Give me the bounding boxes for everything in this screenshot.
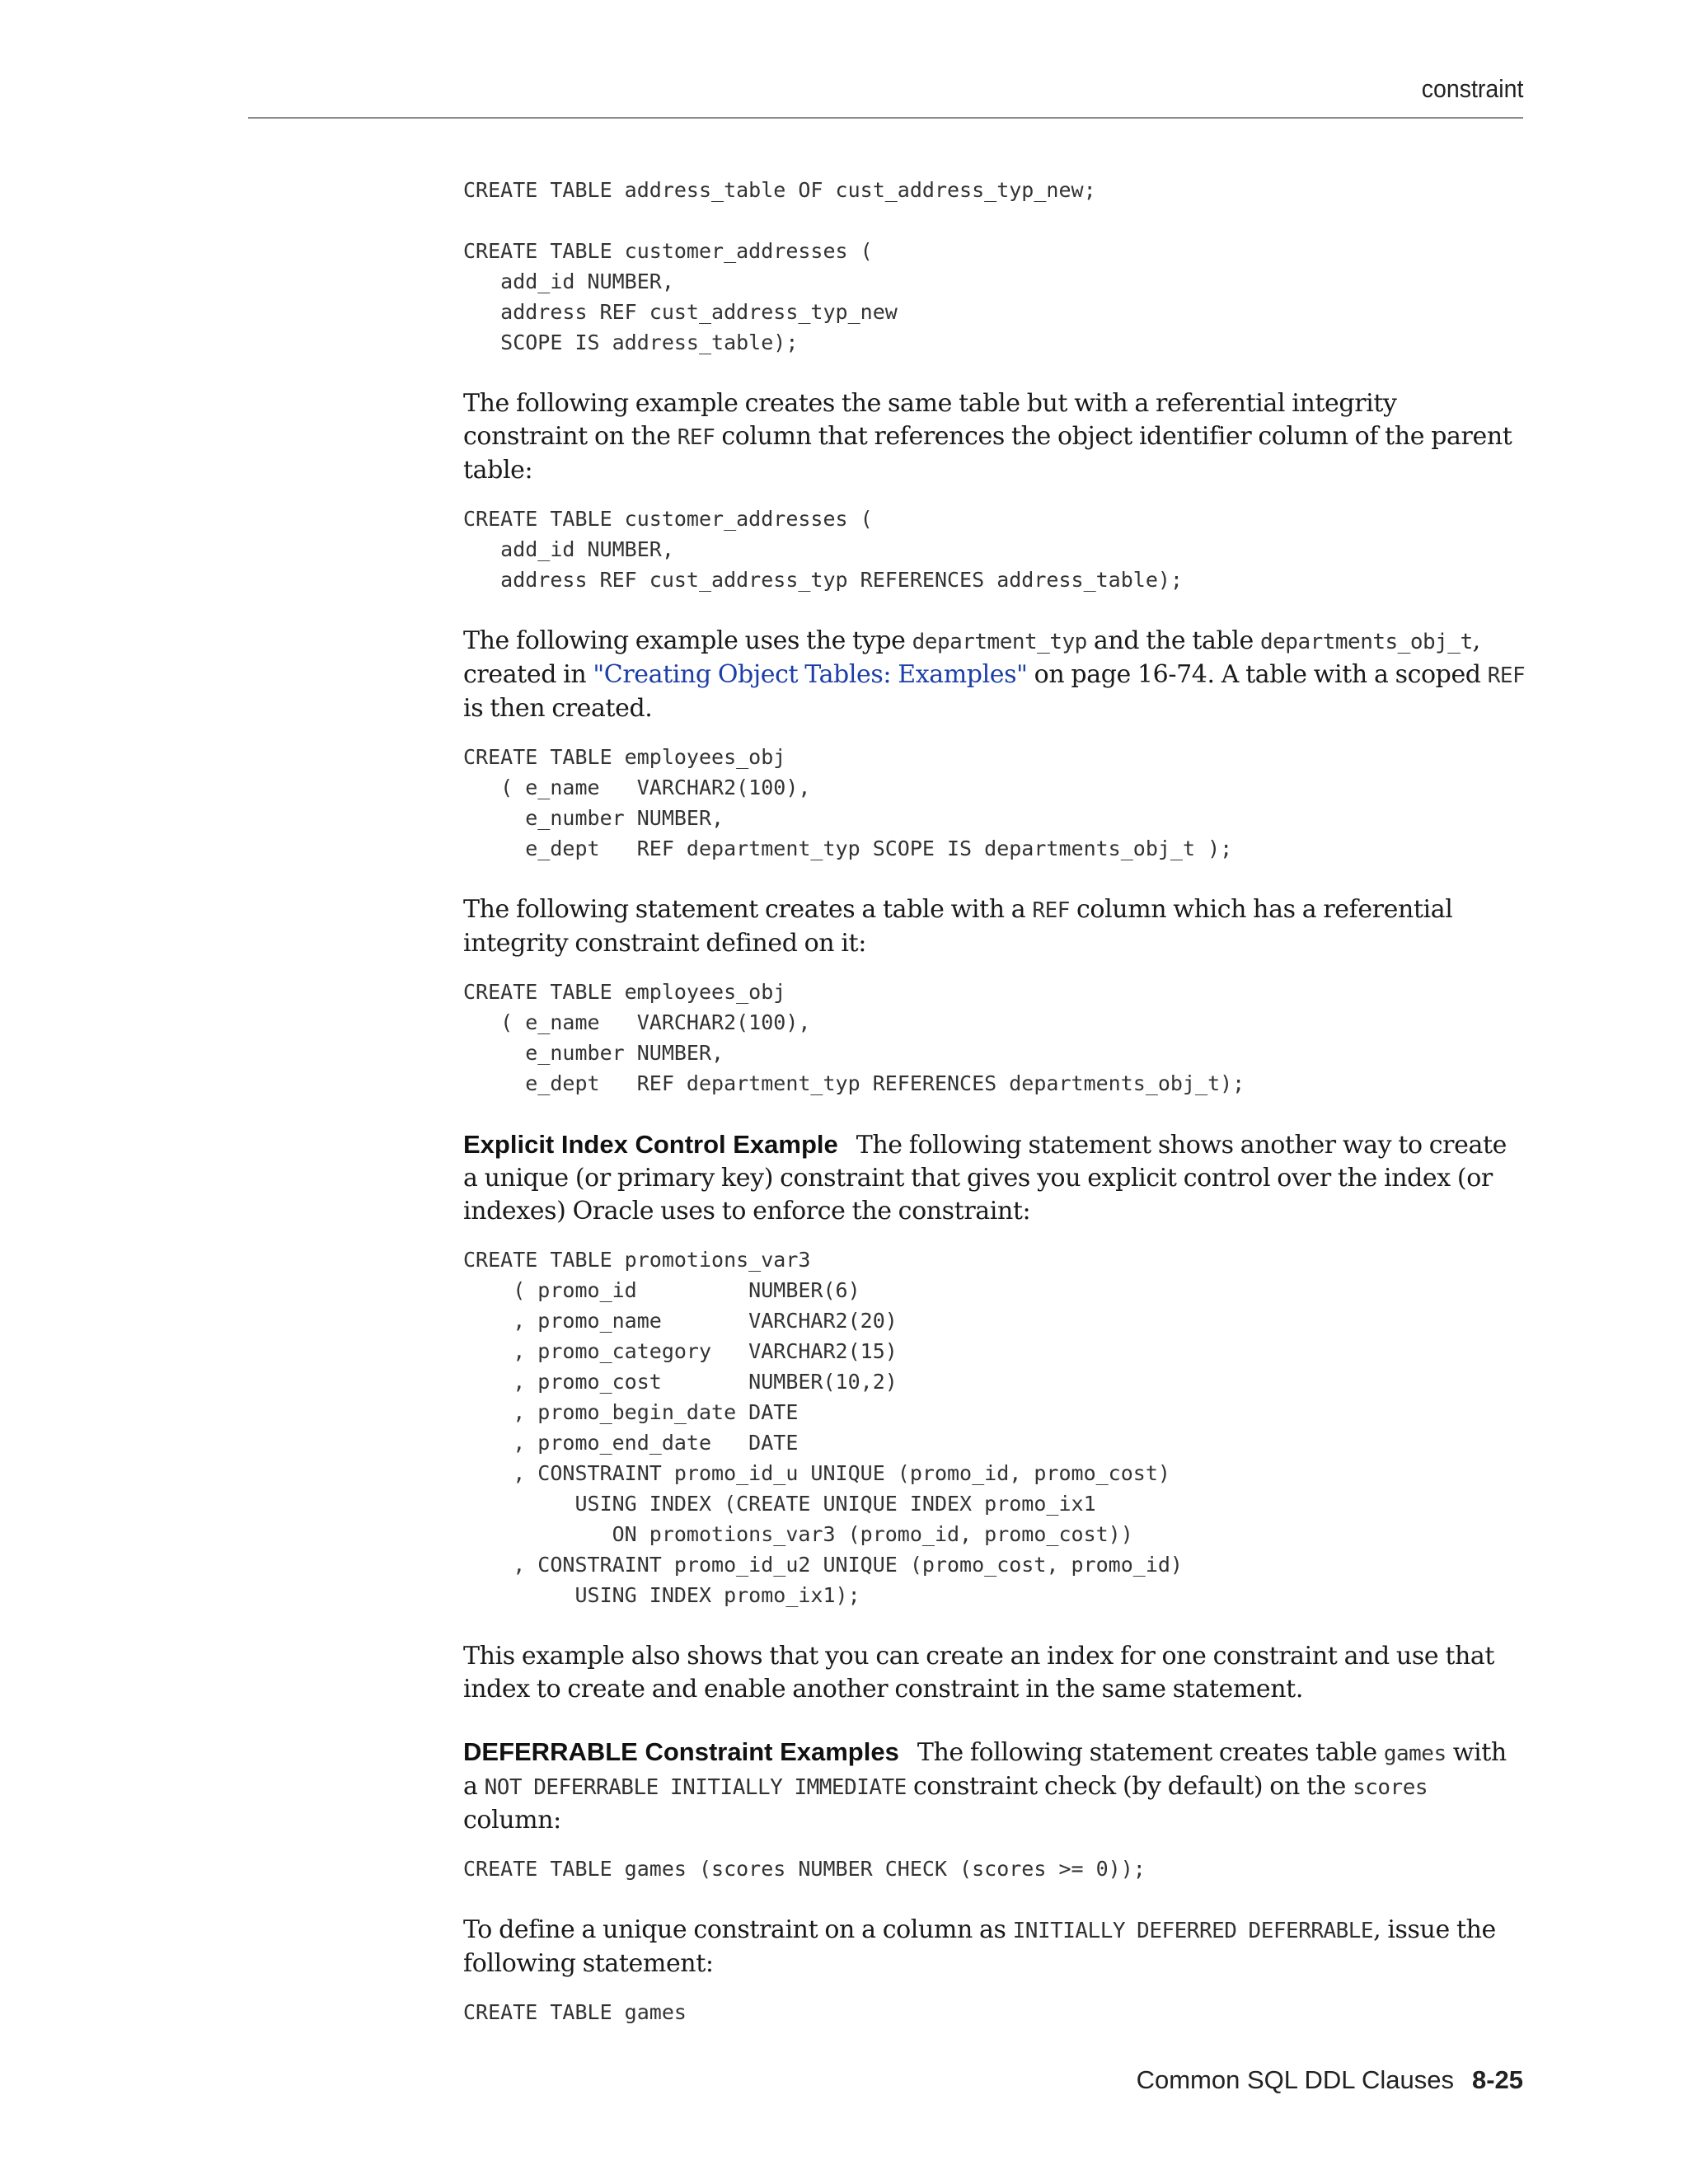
inline-code: REF [1487,663,1526,688]
runin-heading: Explicit Index Control Example [463,1130,838,1159]
text-run: column which has a referential integrity constraint defined on it: [463,895,1453,958]
text-run: column that references the object identifier column of the parent table: [463,422,1512,485]
text-run: , issue the following statement: [463,1915,1496,1978]
header-title: constraint [1421,74,1523,103]
paragraph [463,387,1526,487]
code-block: CREATE TABLE address_table OF cust_address_typ_new; CREATE TABLE customer_addresses ( add_id NUMBER, address REF cust_address_typ_new SCOPE IS address_table); [463,178,1096,354]
text-run: and the table [1086,626,1260,655]
inline-code: INITIALLY DEFERRED DEFERRABLE [1012,1919,1374,1943]
text-run: , created in [463,626,1480,689]
page-number: 8-25 [1471,2065,1523,2094]
text-run: column: [463,1806,561,1835]
text-run: The following statement creates a table with a [463,895,1033,924]
inline-code: scores [1353,1775,1428,1800]
paragraph [463,625,1526,725]
page-body [463,175,1526,2027]
text-run: on page 16-74. A table with a scoped [1027,660,1488,689]
code-block: CREATE TABLE games (scores NUMBER CHECK (scores >= 0)); [463,1857,1146,1881]
footer-section-title: Common SQL DDL Clauses [1136,2065,1454,2094]
paragraph [463,1736,1526,1837]
runin-heading: DEFERRABLE Constraint Examples [463,1737,899,1766]
text-run: The following example uses the type [463,626,912,655]
text-run: The following example creates the same table but with a referential integrity constraint on the [463,389,1397,451]
code-block: CREATE TABLE customer_addresses ( add_id NUMBER, address REF cust_address_typ REFERENCES address_table); [463,507,1183,592]
text-run: constraint check (by default) on the [906,1772,1353,1801]
paragraph [463,893,1526,960]
code-block: CREATE TABLE employees_obj ( e_name VARCHAR2(100), e_number NUMBER, e_dept REF department_typ SCOPE IS departments_obj_t ); [463,745,1233,860]
paragraph [463,1128,1526,1228]
inline-code: REF [677,425,715,450]
cross-reference-link[interactable]: "Creating Object Tables: Examples" [593,660,1028,689]
inline-code: NOT DEFERRABLE INITIALLY IMMEDIATE [484,1775,907,1800]
code-block: CREATE TABLE games [463,2000,687,2024]
inline-code: games [1383,1741,1447,1766]
inline-code: departments_obj_t [1259,630,1473,654]
inline-code: department_typ [912,630,1087,654]
code-block: CREATE TABLE employees_obj ( e_name VARCHAR2(100), e_number NUMBER, e_dept REF department_typ REFERENCES departments_obj_t); [463,980,1245,1095]
paragraph: This example also shows that you can create an index for one constraint and use that index to create and enable another constraint in the same statement. [463,1642,1495,1704]
text-run: The following statement shows another way to create a unique (or primary key) constraint that gives you explicit control over the index (or indexes) Oracle uses to enforce the constraint: [463,1131,1507,1226]
paragraph [463,1914,1526,1980]
text-run: The following statement creates table [917,1738,1384,1767]
code-block: CREATE TABLE promotions_var3 ( promo_id NUMBER(6) , promo_name VARCHAR2(20) , promo_category VARCHAR2(15) , promo_cost NUMBER(10,2) , promo_begin_date DATE , promo_end_date DATE , CONSTRAINT promo_id_u UNIQUE (promo_id, promo_cost) USING INDEX (CREATE UNIQUE INDEX promo_ix1 ON promotions_var3 (promo_id, promo_cost)) , CONSTRAINT promo_id_u2 UNIQUE (promo_cost, promo_id) USING INDEX promo_ix1); [463,1248,1183,1607]
text-run: is then created. [463,694,653,723]
text-run: To define a unique constraint on a column as [463,1915,1013,1944]
running-footer [1137,2065,1523,2095]
running-header [248,74,1523,119]
text-run: with a [463,1738,1507,1801]
inline-code: REF [1032,898,1070,923]
